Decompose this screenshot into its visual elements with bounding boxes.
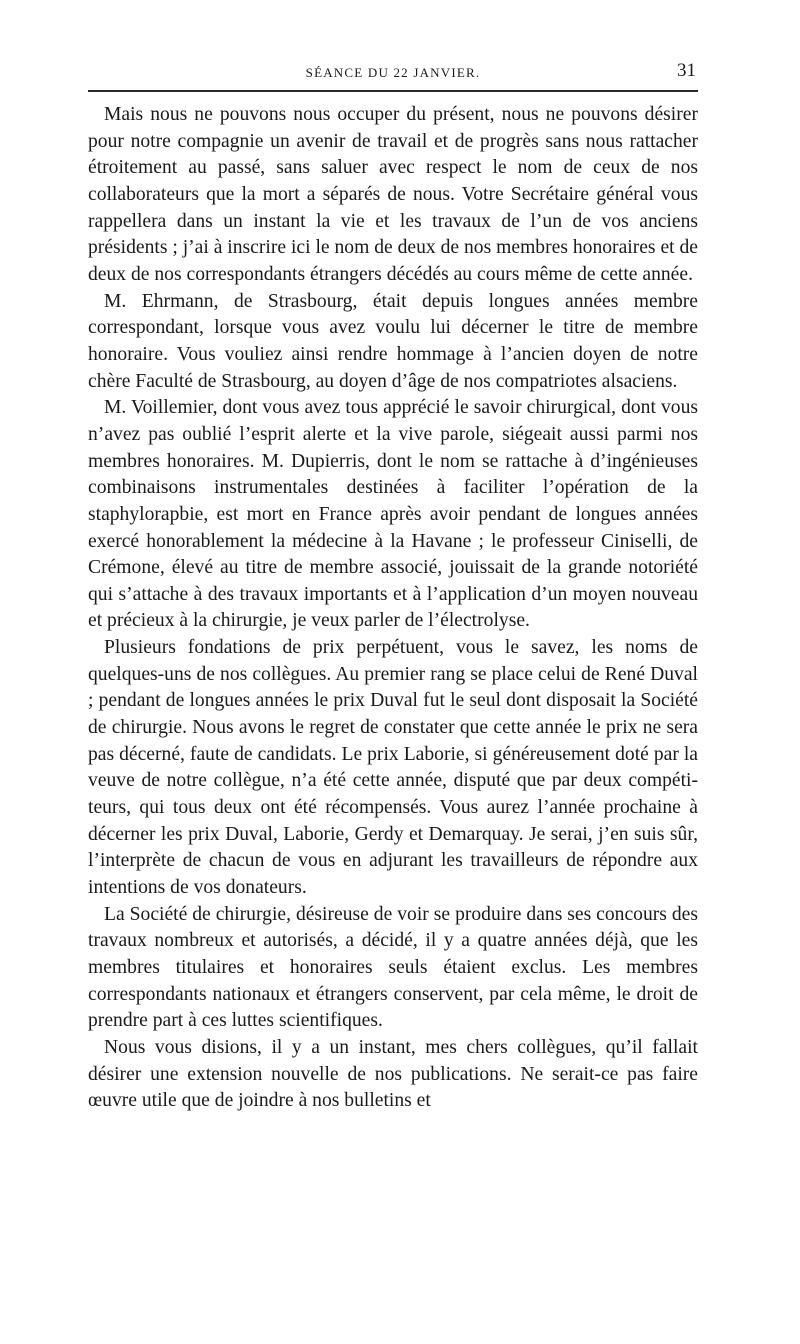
running-title: SÉANCE DU 22 JANVIER. <box>305 65 481 80</box>
book-page <box>88 56 698 1115</box>
page-number: 31 <box>677 60 696 81</box>
paragraph-6: Nous vous disions, il y a un instant, mes chers collègues, qu’il fallait désirer une extension nouvelle de nos publications. Ne serait-ce pas faire œuvre utile que de joindre à nos bulletins et <box>88 1036 698 1112</box>
paragraph-2: M. Ehrmann, de Strasbourg, était depuis longues années membre correspondant, lorsque vous avez voulu lui décerner le titre de membre honoraire. Vous vouliez ainsi rendre hommage à l’ancien doyen de notre chère Faculté de Strasbourg, au doyen d’âge de nos compatriotes alsaciens. <box>88 290 698 392</box>
paragraph-1: Mais nous ne pouvons nous occuper du présent, nous ne pouvons désirer pour notre compagnie un avenir de travail et de progrès sans nous rattacher étroitement au passé, sans saluer avec respect le nom de ceux de nos collaborateurs que la mort a séparés de nous. Votre Secrétaire général vous rappellera dans un instant la vie et les travaux de l’un de vos anciens présidents ; j’ai à inscrire ici le nom de deux de nos membres honoraires et de deux de nos correspondants étrangers décédés au cours même de cette année. <box>88 104 698 285</box>
paragraph-5: La Société de chirurgie, désireuse de voir se produire dans ses concours des travaux nombreux et autorisés, a décidé, il y a quatre années déjà, que les membres titulaires et honoraires seuls étaient exclus. Les membres correspondants nationaux et étrangers conservent, par cela même, le droit de prendre part à ces luttes scientifiques. <box>88 903 698 1032</box>
running-head <box>88 56 698 86</box>
paragraph-3: M. Voillemier, dont vous avez tous apprécié le savoir chirurgical, dont vous n’avez pas oublié l’esprit alerte et la vive parole, siégeait aussi parmi nos membres honoraires. M. Dupierris, dont le nom se rattache à d’ingénieuses combinaisons instrumentales destinées à faciliter l’opération de la staphylorapbie, est mort en France après avoir pendant de longues années exercé honorablement la médecine à la Havane ; le professeur Ciniselli, de Crémone, élevé au titre de membre associé, jouissait de la grande notoriété qui s’attache à des travaux importants et à l’application d’un moyen nouveau et précieux à la chirurgie, je veux parler de l’électrolyse. <box>88 397 698 632</box>
body-text <box>88 102 698 1115</box>
header-rule <box>88 90 698 92</box>
paragraph-4: Plusieurs fondations de prix perpétuent, vous le savez, les noms de quelques-uns de nos collègues. Au premier rang se place celui de René Duval ; pendant de longues années le prix Duval fut le seul dont disposait la Société de chirurgie. Nous avons le regret de constater que cette année le prix ne sera pas décerné, faute de candidats. Le prix Laborie, si généreusement doté par la veuve de notre collègue, n’a été cette année, disputé que par deux compétiteurs, qui tous deux ont été récompensés. Vous aurez l’année prochaine à décerner les prix Duval, Laborie, Gerdy et Demarquay. Je serai, j’en suis sûr, l’interprète de chacun de vous en adjurant les travailleurs de répondre aux intentions de vos donateurs. <box>88 637 698 899</box>
